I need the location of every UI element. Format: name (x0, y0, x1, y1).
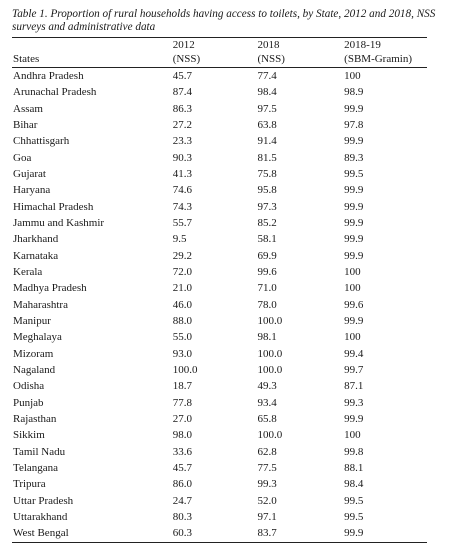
value-2018-19-cell: 99.9 (344, 525, 427, 542)
table-row (12, 427, 427, 443)
state-name-cell: Goa (13, 151, 32, 164)
value-2012-cell: 98.0 (172, 429, 192, 442)
table-row (12, 460, 427, 476)
state-name-cell: Arunachal Pradesh (13, 86, 97, 99)
value-2012-cell: 90.3 (172, 151, 192, 164)
value-2018-cell: 100.0 (257, 347, 283, 360)
value-2018-cell: 77.4 (257, 70, 277, 83)
table-row (12, 395, 427, 411)
state-name-cell: Odisha (13, 380, 45, 393)
header-2018-19: 2018-19 (344, 38, 427, 53)
state-name-cell: Kerala (13, 266, 43, 279)
table-caption: Table 1. Proportion of rural households having access to toilets, by State, 2012 and 2018, NSS surveys and administrative data (12, 8, 436, 33)
value-2018-cell: 58.1 (257, 233, 277, 246)
header-2018: 2018 (257, 38, 344, 53)
value-2018-cell: 85.2 (257, 217, 277, 230)
value-2012-cell: 23.3 (172, 135, 192, 148)
value-2012-cell: 46.0 (172, 298, 192, 311)
value-2018-19-cell: 99.3 (344, 396, 364, 409)
value-2018-cell: 100.0 (257, 364, 283, 377)
value-2018-19-cell: 99.9 (344, 184, 364, 197)
table-row (12, 313, 427, 329)
value-2018-cell: 97.1 (257, 511, 277, 524)
value-2012-cell: 74.3 (172, 200, 192, 213)
value-2012-cell: 21.0 (172, 282, 192, 295)
table-row (12, 150, 427, 166)
value-2018-cell: 78.0 (257, 298, 277, 311)
value-2018-19-cell: 88.1 (344, 462, 364, 475)
table-row (12, 248, 427, 264)
value-2018-19-cell: 89.3 (344, 151, 364, 164)
value-2018-cell: 52.0 (257, 494, 277, 507)
value-2018-19-cell: 99.9 (344, 315, 364, 328)
value-2018-19-cell: 98.4 (344, 478, 364, 491)
value-2018-19-cell: 99.5 (344, 494, 364, 507)
value-2018-19-cell: 98.9 (344, 86, 364, 99)
value-2018-19-cell: 99.4 (344, 347, 364, 360)
value-2018-cell: 97.3 (257, 200, 277, 213)
value-2012-cell: 41.3 (172, 168, 192, 181)
value-2018-19-cell: 99.9 (344, 102, 364, 115)
table-row (12, 346, 427, 362)
table-row (12, 166, 427, 182)
table-row (12, 101, 427, 117)
table-row (12, 133, 427, 149)
state-name-cell: Chhattisgarh (13, 135, 70, 148)
value-2012-cell: 86.3 (172, 102, 192, 115)
header-states-spacer (12, 38, 173, 53)
state-name-cell: Tripura (13, 478, 46, 491)
value-2012-cell: 77.8 (172, 396, 192, 409)
value-2012-cell: 29.2 (172, 249, 192, 262)
value-2012-cell: 72.0 (172, 266, 192, 279)
value-2012-cell: 74.6 (172, 184, 192, 197)
state-name-cell: Andhra Pradesh (13, 70, 84, 83)
value-2012-cell: 27.2 (172, 119, 192, 132)
table-row (12, 329, 427, 345)
state-name-cell: Assam (13, 102, 43, 115)
value-2018-cell: 49.3 (257, 380, 277, 393)
state-name-cell: Tamil Nadu (13, 445, 66, 458)
value-2018-cell: 65.8 (257, 413, 277, 426)
value-2012-cell: 55.7 (172, 217, 192, 230)
value-2012-cell: 60.3 (173, 525, 258, 542)
value-2012-cell: 87.4 (172, 86, 192, 99)
value-2018-19-cell: 99.5 (344, 168, 364, 181)
value-2012-cell: 27.0 (172, 413, 192, 426)
table-row (12, 378, 427, 394)
state-name-cell: Mizoram (13, 347, 54, 360)
value-2018-cell: 93.4 (257, 396, 277, 409)
table-row (12, 362, 427, 378)
state-name-cell: Rajasthan (13, 413, 57, 426)
value-2018-19-cell: 100 (344, 266, 361, 279)
value-2018-19-cell: 100 (344, 429, 361, 442)
value-2018-cell: 99.6 (257, 266, 277, 279)
value-2018-19-cell: 99.7 (344, 364, 364, 377)
state-name-cell: Jharkhand (13, 233, 59, 246)
value-2018-cell: 98.4 (257, 86, 277, 99)
value-2018-19-cell: 99.9 (344, 200, 364, 213)
value-2018-cell: 95.8 (257, 184, 277, 197)
value-2012-cell: 93.0 (172, 347, 192, 360)
value-2012-cell: 45.7 (172, 70, 192, 83)
value-2018-19-cell: 100 (344, 70, 361, 83)
value-2018-19-cell: 99.6 (344, 298, 364, 311)
state-name-cell: Karnataka (13, 249, 59, 262)
table-row (12, 280, 427, 296)
header-2018-source: (NSS) (257, 52, 344, 68)
value-2018-cell: 100.0 (257, 429, 283, 442)
value-2018-19-cell: 99.9 (344, 249, 364, 262)
table-row (12, 264, 427, 280)
value-2012-cell: 88.0 (172, 315, 192, 328)
value-2018-19-cell: 87.1 (344, 380, 364, 393)
value-2012-cell: 86.0 (172, 478, 192, 491)
table-row (12, 476, 427, 492)
value-2018-cell: 69.9 (257, 249, 277, 262)
header-row-bottom (12, 52, 427, 68)
value-2018-19-cell: 99.5 (344, 511, 364, 524)
value-2018-19-cell: 97.8 (344, 119, 364, 132)
state-name-cell: Madhya Pradesh (13, 282, 87, 295)
state-name-cell: Uttar Pradesh (13, 494, 74, 507)
value-2018-19-cell: 99.9 (344, 217, 364, 230)
toilet-access-table (12, 37, 427, 543)
value-2018-19-cell: 99.9 (344, 135, 364, 148)
table-row (12, 84, 427, 100)
header-2012-source: (NSS) (173, 52, 258, 68)
state-name-cell: Meghalaya (13, 331, 62, 344)
value-2018-cell: 100.0 (257, 315, 283, 328)
value-2018-19-cell: 99.9 (344, 413, 364, 426)
state-name-cell: Jammu and Kashmir (13, 217, 105, 230)
value-2012-cell: 55.0 (172, 331, 192, 344)
state-name-cell: Telangana (13, 462, 59, 475)
header-2018-19-source: (SBM-Gramin) (344, 52, 427, 68)
table-row (12, 444, 427, 460)
value-2018-19-cell: 100 (344, 331, 361, 344)
table-row (12, 411, 427, 427)
value-2018-cell: 81.5 (257, 151, 277, 164)
table-row (12, 297, 427, 313)
table-row (12, 199, 427, 215)
value-2012-cell: 24.7 (172, 494, 192, 507)
value-2018-19-cell: 99.8 (344, 445, 364, 458)
value-2018-cell: 71.0 (257, 282, 277, 295)
value-2018-cell: 98.1 (257, 331, 277, 344)
value-2012-cell: 45.7 (172, 462, 192, 475)
value-2012-cell: 9.5 (172, 233, 187, 246)
state-name-cell: Manipur (13, 315, 51, 328)
value-2018-cell: 91.4 (257, 135, 277, 148)
value-2018-cell: 83.7 (257, 525, 344, 542)
header-row-top (12, 38, 427, 53)
table-row (12, 68, 427, 85)
table-row (12, 215, 427, 231)
table-row (12, 525, 427, 542)
table-row (12, 493, 427, 509)
table-header (12, 38, 427, 68)
value-2012-cell: 100.0 (172, 364, 198, 377)
table-row (12, 182, 427, 198)
value-2018-cell: 77.5 (257, 462, 277, 475)
value-2018-19-cell: 99.9 (344, 233, 364, 246)
value-2018-cell: 63.8 (257, 119, 277, 132)
state-name-cell: Sikkim (13, 429, 45, 442)
value-2018-cell: 99.3 (257, 478, 277, 491)
value-2012-cell: 33.6 (172, 445, 192, 458)
state-name-cell: Maharashtra (13, 298, 68, 311)
value-2018-cell: 62.8 (257, 445, 277, 458)
state-name-cell: West Bengal (12, 525, 173, 542)
state-name-cell: Uttarakhand (13, 511, 68, 524)
table-row (12, 231, 427, 247)
state-name-cell: Himachal Pradesh (13, 200, 94, 213)
table-body (12, 68, 427, 543)
value-2012-cell: 80.3 (172, 511, 192, 524)
header-states: States (12, 52, 173, 68)
value-2018-19-cell: 100 (344, 282, 361, 295)
value-2012-cell: 18.7 (172, 380, 192, 393)
state-name-cell: Bihar (13, 119, 38, 132)
state-name-cell: Punjab (13, 396, 44, 409)
header-2012: 2012 (173, 38, 258, 53)
value-2018-cell: 75.8 (257, 168, 277, 181)
state-name-cell: Haryana (13, 184, 51, 197)
state-name-cell: Gujarat (13, 168, 46, 181)
state-name-cell: Nagaland (13, 364, 56, 377)
table-row (12, 509, 427, 525)
value-2018-cell: 97.5 (257, 102, 277, 115)
table-row (12, 117, 427, 133)
